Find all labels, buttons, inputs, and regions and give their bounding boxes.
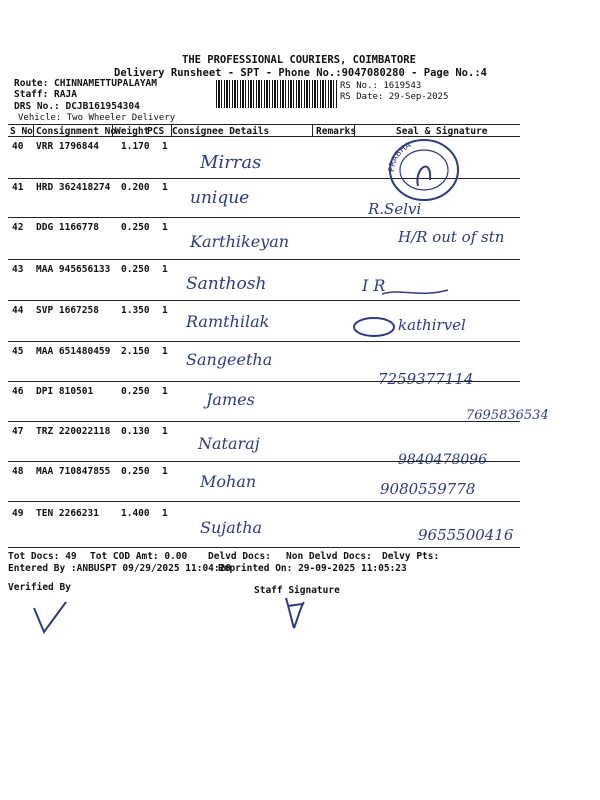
row-sno: 43 (12, 264, 24, 275)
row-sno: 48 (12, 466, 24, 477)
col-pcs: PCS (147, 126, 165, 137)
row-weight: 1.170 (121, 141, 150, 152)
verified-signature (30, 598, 70, 638)
col-consignee: Consignee Details (172, 126, 270, 137)
col-weight: Weight (115, 126, 150, 137)
row-pcs: 1 (162, 426, 168, 437)
row-sno: 49 (12, 508, 24, 519)
row-weight: 0.250 (121, 386, 150, 397)
ink-stamp-oval (352, 316, 396, 338)
row-signature: 7259377114 (378, 370, 474, 388)
entered-by: Entered By :ANBUSPT 09/29/2025 11:04:20 (8, 563, 232, 574)
reprinted-on: Reprinted On: 29-09-2025 11:05:23 (218, 563, 407, 574)
drs-number: DRS No.: DCJB161954304 (14, 101, 140, 112)
staff-signature (280, 592, 310, 632)
total-docs: Tot Docs: 49 (8, 551, 77, 562)
row-consignment: TRZ 220022118 (36, 426, 111, 437)
row-signature: I R (362, 276, 386, 295)
company-name: THE PROFESSIONAL COURIERS, COIMBATORE (182, 54, 416, 66)
row-pcs: 1 (162, 508, 168, 519)
route: Route: CHINNAMETTUPALAYAM (14, 78, 157, 89)
row-consignee: Nataraj (198, 434, 260, 453)
row-weight: 1.350 (121, 305, 150, 316)
row-pcs: 1 (162, 386, 168, 397)
row-weight: 0.250 (121, 264, 150, 275)
runsheet-title: Delivery Runsheet - SPT - Phone No.:9047080280 - Page No.:4 (114, 67, 487, 79)
row-weight: 0.130 (121, 426, 150, 437)
row-sno: 41 (12, 182, 24, 193)
stamp-text: PRABHA (386, 140, 413, 173)
seal-stamp (384, 134, 464, 202)
row-consignee: Karthikeyan (190, 232, 290, 251)
row-consignment: MAA 945656133 (36, 264, 111, 275)
row-pcs: 1 (162, 141, 168, 152)
col-sno: S No (10, 126, 33, 137)
row-signature: 7695836534 (466, 408, 549, 423)
row-consignment: DPI 810501 (36, 386, 94, 397)
row-weight: 1.400 (121, 508, 150, 519)
row-consignee: Ramthilak (186, 312, 270, 331)
row-consignment: MAA 710847855 (36, 466, 111, 477)
row-consignee: James (206, 390, 255, 409)
row-signature: kathirvel (398, 316, 466, 334)
row-consignment: DDG 1166778 (36, 222, 99, 233)
staff: Staff: RAJA (14, 89, 77, 100)
row-signature: H/R out of stn (398, 228, 505, 246)
row-pcs: 1 (162, 346, 168, 357)
row-pcs: 1 (162, 305, 168, 316)
col-consignment: Consignment No (36, 126, 117, 137)
row-pcs: 1 (162, 182, 168, 193)
row-sno: 47 (12, 426, 24, 437)
row-weight: 0.250 (121, 222, 150, 233)
row-weight: 0.250 (121, 466, 150, 477)
row-consignee: Sangeetha (186, 350, 273, 369)
row-weight: 2.150 (121, 346, 150, 357)
non-delivered-docs: Non Delvd Docs: (286, 551, 372, 562)
row-signature: 9655500416 (418, 526, 514, 544)
row-consignee: unique (190, 188, 250, 208)
row-sno: 44 (12, 305, 24, 316)
row-consignment: SVP 1667258 (36, 305, 99, 316)
row-consignee: Mohan (200, 472, 257, 491)
row-consignment: VRR 1796844 (36, 141, 99, 152)
row-consignment: MAA 651480459 (36, 346, 111, 357)
row-consignee: Mirras (200, 152, 262, 173)
row-pcs: 1 (162, 222, 168, 233)
row-signature: R.Selvi (368, 200, 422, 218)
vehicle: Vehicle: Two Wheeler Delivery (18, 113, 176, 123)
barcode (216, 80, 338, 108)
signature-scribble (380, 284, 450, 300)
row-consignment: HRD 362418274 (36, 182, 111, 193)
rs-number: RS No.: 1619543 (340, 81, 422, 91)
row-weight: 0.200 (121, 182, 150, 193)
row-sno: 46 (12, 386, 24, 397)
row-sno: 42 (12, 222, 24, 233)
row-sno: 40 (12, 141, 24, 152)
verified-by-label: Verified By (8, 582, 71, 593)
row-sno: 45 (12, 346, 24, 357)
delivered-docs: Delvd Docs: (208, 551, 271, 562)
col-seal-signature: Seal & Signature (396, 126, 488, 137)
col-remarks: Remarks (316, 126, 357, 137)
total-cod: Tot COD Amt: 0.00 (90, 551, 188, 562)
row-pcs: 1 (162, 264, 168, 275)
row-signature: 9840478096 (398, 452, 488, 468)
rs-date: RS Date: 29-Sep-2025 (340, 92, 449, 102)
row-consignment: TEN 2266231 (36, 508, 99, 519)
row-consignee: Santhosh (186, 274, 267, 294)
delivery-points: Delvy Pts: (382, 551, 440, 562)
row-consignee: Sujatha (200, 518, 263, 537)
row-signature: 9080559778 (380, 480, 476, 498)
row-pcs: 1 (162, 466, 168, 477)
staff-signature-label: Staff Signature (254, 585, 340, 596)
